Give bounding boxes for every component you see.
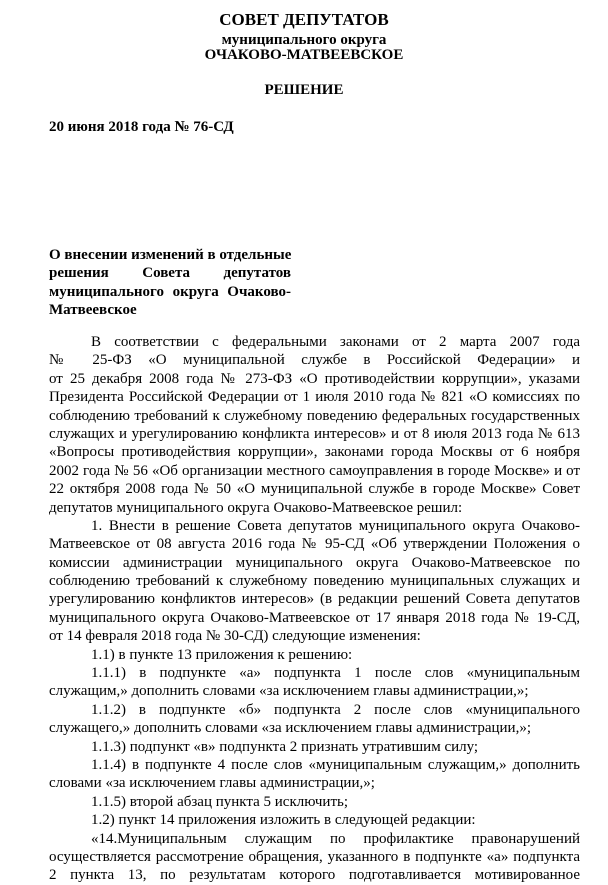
body-line: осуществляется рассмотрение обращения, указанного в подпункте «а» подпункта	[49, 848, 580, 865]
subject-line: муниципального округа Очаково-	[49, 283, 291, 300]
body-line: «Вопросы противодействия коррупции», законами города Москвы от 6 ноября	[49, 444, 580, 461]
subject-line: решения Совета депутатов	[49, 265, 291, 282]
body-line: № 25-ФЗ «О муниципальной службе в Российской Федерации» и	[49, 352, 580, 369]
body-line: урегулированию конфликтов интересов» (в редакции решений Совета депутатов	[49, 591, 580, 608]
subject-line: О внесении изменений в отдельные	[49, 247, 292, 263]
body-line: соблюдению требований к служебному поведению федеральных государственных	[49, 407, 580, 424]
body-line: 1. Внести в решение Совета депутатов муниципального округа Очаково-	[91, 517, 580, 534]
body-line: 1.1.4) в подпункте 4 после слов «муниципальным служащим,» дополнить	[91, 756, 580, 773]
body-line: комиссии администрации муниципального округа Очаково-Матвеевское по	[49, 554, 580, 571]
body-line: 1.1.3) подпункт «в» подпункта 2 признать утратившим силу;	[91, 738, 479, 755]
body-line: служащих и урегулированию конфликта интересов» и от 8 июля 2013 года № 613	[49, 425, 580, 442]
body-line: муниципального округа Очаково-Матвеевское от 17 января 2018 года № 19-СД,	[49, 609, 580, 626]
decision-subject	[49, 247, 291, 321]
body-line: служащим,» дополнить словами «за исключением главы администрации,»;	[49, 683, 529, 700]
body-line: 1.1.2) в подпункте «б» подпункта 2 после слов «муниципального	[91, 701, 580, 718]
subject-line: Матвеевское	[49, 302, 137, 319]
body-line: Матвеевское от 08 августа 2016 года № 95-СД «Об утверждении Положения о	[49, 536, 580, 553]
council-heading: СОВЕТ ДЕПУТАТОВ	[219, 10, 389, 29]
body-line: соблюдению требований к служебному поведению муниципальных служащих и	[49, 573, 580, 590]
district-type-heading: муниципального округа	[221, 32, 387, 48]
decision-body	[49, 333, 580, 885]
body-line: 1.1.1) в подпункте «а» подпункта 1 после слов «муниципальным	[91, 665, 580, 682]
body-line: 2002 года № 56 «Об организации местного самоуправления в городе Москве» и от	[49, 462, 580, 479]
body-line: 1.1) в пункте 13 приложения к решению:	[91, 646, 353, 663]
body-line: от 25 декабря 2008 года № 273-ФЗ «О противодействии коррупции», указами	[49, 370, 580, 387]
document-type-heading: РЕШЕНИЕ	[264, 82, 344, 98]
body-line: 1.2) пункт 14 приложения изложить в следующей редакции:	[91, 812, 476, 829]
body-line: депутатов муниципального округа Очаково-Матвеевское решил:	[49, 499, 463, 516]
body-line: 2 пункта 13, по результатам которого подготавливается мотивированное	[49, 867, 580, 884]
body-line: 22 октября 2008 года № 50 «О муниципальной службе в городе Москве» Совет	[49, 481, 580, 498]
body-line: от 14 февраля 2018 года № 30-СД) следующие изменения:	[49, 628, 421, 645]
district-name-heading: ОЧАКОВО-МАТВЕЕВСКОЕ	[204, 47, 404, 63]
body-line: В соответствии с федеральными законами от 2 марта 2007 года	[91, 334, 580, 350]
body-line: 1.1.5) второй абзац пункта 5 исключить;	[91, 793, 349, 810]
date-and-number: 20 июня 2018 года № 76-СД	[49, 119, 234, 135]
body-line: Президента Российской Федерации от 1 июля 2010 года № 821 «О комиссиях по	[49, 389, 580, 406]
body-line: «14.Муниципальным служащим по профилактике правонарушений	[91, 830, 580, 847]
body-line: служащего,» дополнить словами «за исключением главы администрации,»;	[49, 720, 531, 737]
body-line: словами «за исключением главы администрации,»;	[49, 775, 375, 792]
